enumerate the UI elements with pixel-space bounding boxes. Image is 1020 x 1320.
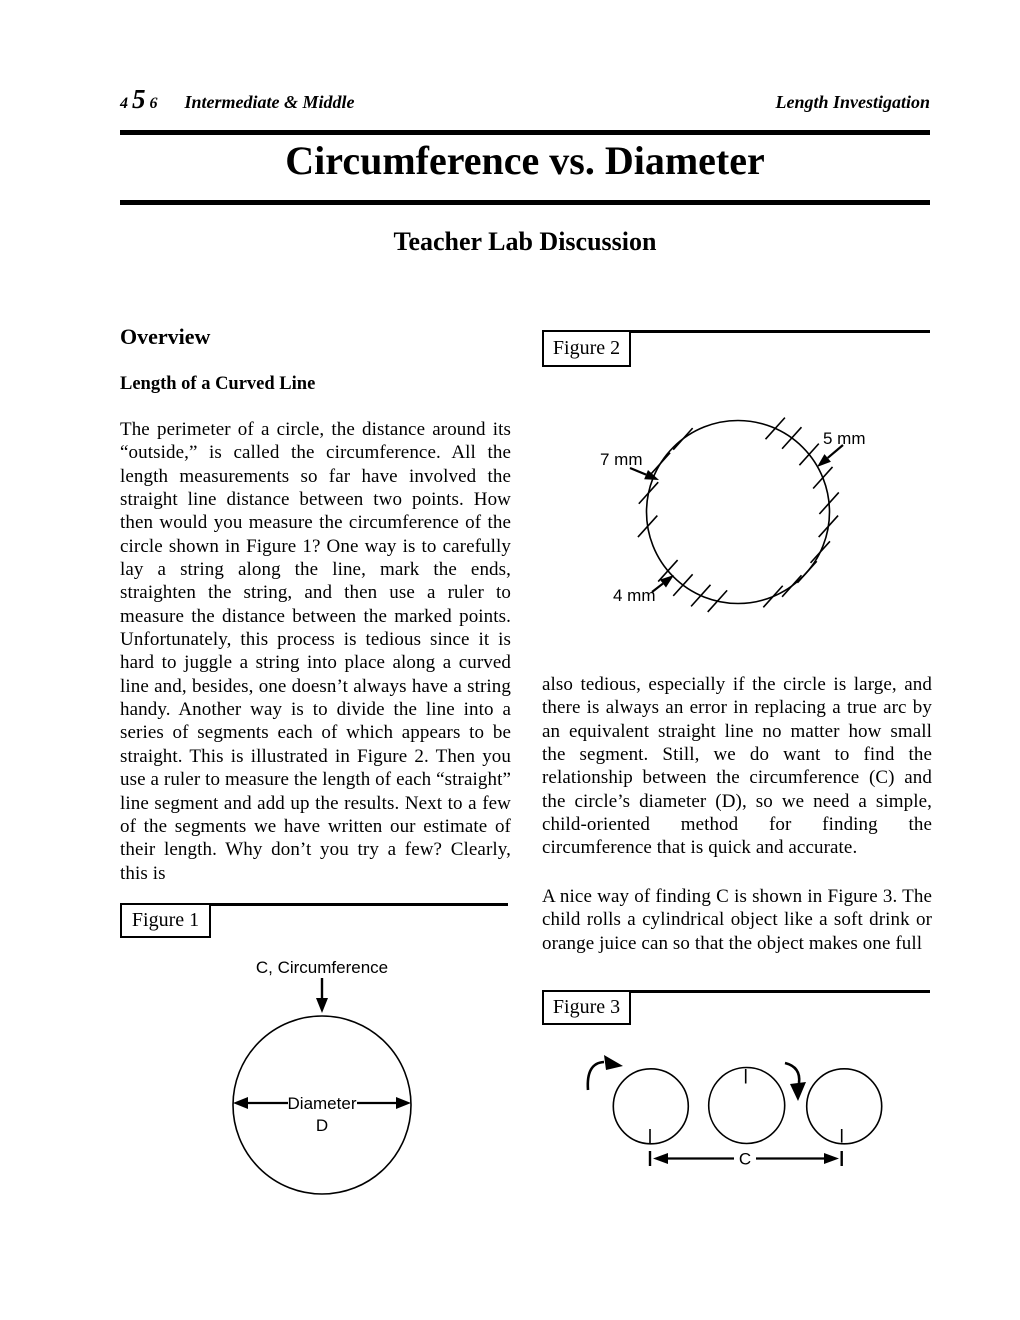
page-header-left [120, 84, 355, 115]
header-section-title: Intermediate & Middle [184, 92, 355, 112]
segment-tick [766, 418, 785, 440]
rotation-arrow-left-head-icon [604, 1055, 623, 1070]
segment-tick [691, 585, 710, 607]
page-header [120, 84, 930, 115]
figure2-pointer-arrows [630, 445, 843, 592]
figure2-drawing [542, 340, 932, 642]
page-number-digit: 4 [120, 95, 128, 112]
figure2-4mm-label: 4 mm [613, 586, 656, 605]
segment-tick [639, 482, 658, 504]
segment-tick [813, 467, 832, 489]
figure2-label: Figure 2 [552, 337, 621, 359]
rotation-arrow-right-head-icon [790, 1082, 806, 1101]
segment-tick [782, 575, 801, 597]
figure3-label: Figure 3 [552, 996, 621, 1018]
segment-tick [811, 541, 830, 563]
figure3-rolling-circle-end [807, 1069, 882, 1144]
figure1-circumference-label: C, Circumference [255, 958, 389, 977]
right-column-paragraph-1: also tedious, especially if the circle is large, and there is always an error in replacing a true arc by an equivalent straight line no matter how small the segment. Still, we do want to find the relationship between the circumference (C) and the circle’s diameter (D), so we need a simple, child-oriented method for finding the circumference that is quick and accurate. [542, 674, 932, 859]
figure3-drawing [542, 1035, 932, 1185]
segment-tick [651, 453, 670, 475]
figure1-label-box [120, 903, 211, 938]
segment-tick [819, 516, 838, 538]
figure1-arrows [233, 978, 411, 1109]
horizontal-rule-bottom [120, 200, 930, 205]
horizontal-rule-top [120, 130, 930, 135]
header-right-title: Length Investigation [775, 92, 930, 112]
figure2-7mm-label: 7 mm [600, 450, 643, 469]
page-number-digit-large: 5 [132, 84, 146, 114]
segment-tick [638, 516, 657, 538]
figure3-rolling-circle-middle [709, 1068, 785, 1144]
segment-tick [782, 427, 801, 449]
figure1-label: Figure 1 [131, 909, 200, 931]
figure1-diameter-symbol: D [315, 1116, 329, 1135]
segment-tick [708, 590, 727, 612]
figure3-circumference-symbol: C [738, 1149, 752, 1169]
figure2-5mm-label: 5 mm [823, 429, 866, 448]
rotation-arrow-left-icon [588, 1062, 604, 1090]
segment-tick [763, 586, 782, 608]
right-column-paragraph-2: A nice way of finding C is shown in Figure 3. The child rolls a cylindrical object like a soft drink or orange juice can so that the object makes one full [542, 886, 932, 954]
segment-tick [673, 574, 692, 596]
curved-line-subheading: Length of a Curved Line [120, 374, 316, 394]
figure1-diameter-label: Diameter [287, 1094, 357, 1113]
figure1-drawing [120, 950, 510, 1200]
page-subtitle: Teacher Lab Discussion [393, 227, 657, 256]
figure3-label-box [542, 990, 631, 1025]
page-number-digit: 6 [149, 95, 158, 112]
page-title: Circumference vs. Diameter [285, 138, 765, 183]
segment-tick [797, 561, 816, 583]
segment-tick [673, 428, 692, 450]
rotation-arrow-right-icon [785, 1063, 799, 1083]
overview-paragraph: The perimeter of a circle, the distance around its “outside,” is called the circumference. All the length measurements so far have involved the straight line distance between two points. How then would you measure the circumference of the circle shown in Figure 1? One way is to carefully lay a string along the line, mark the ends, straighten the string, and then use a ruler to measure the distance between the marked points. Unfortunately, this process is tedious since it is hard to juggle a string into place along a curved line and, besides, one doesn’t always have a string handy. Another way is to divide the line into a series of segments each of which appears to be straight. This is illustrated in Figure 2. Then you use a ruler to measure the length of each “straight” line segment and add up the results. Next to a few of the segments we have written our estimate of their length. Why don’t you try a few? Clearly, this is [120, 419, 511, 884]
overview-heading: Overview [120, 324, 211, 349]
